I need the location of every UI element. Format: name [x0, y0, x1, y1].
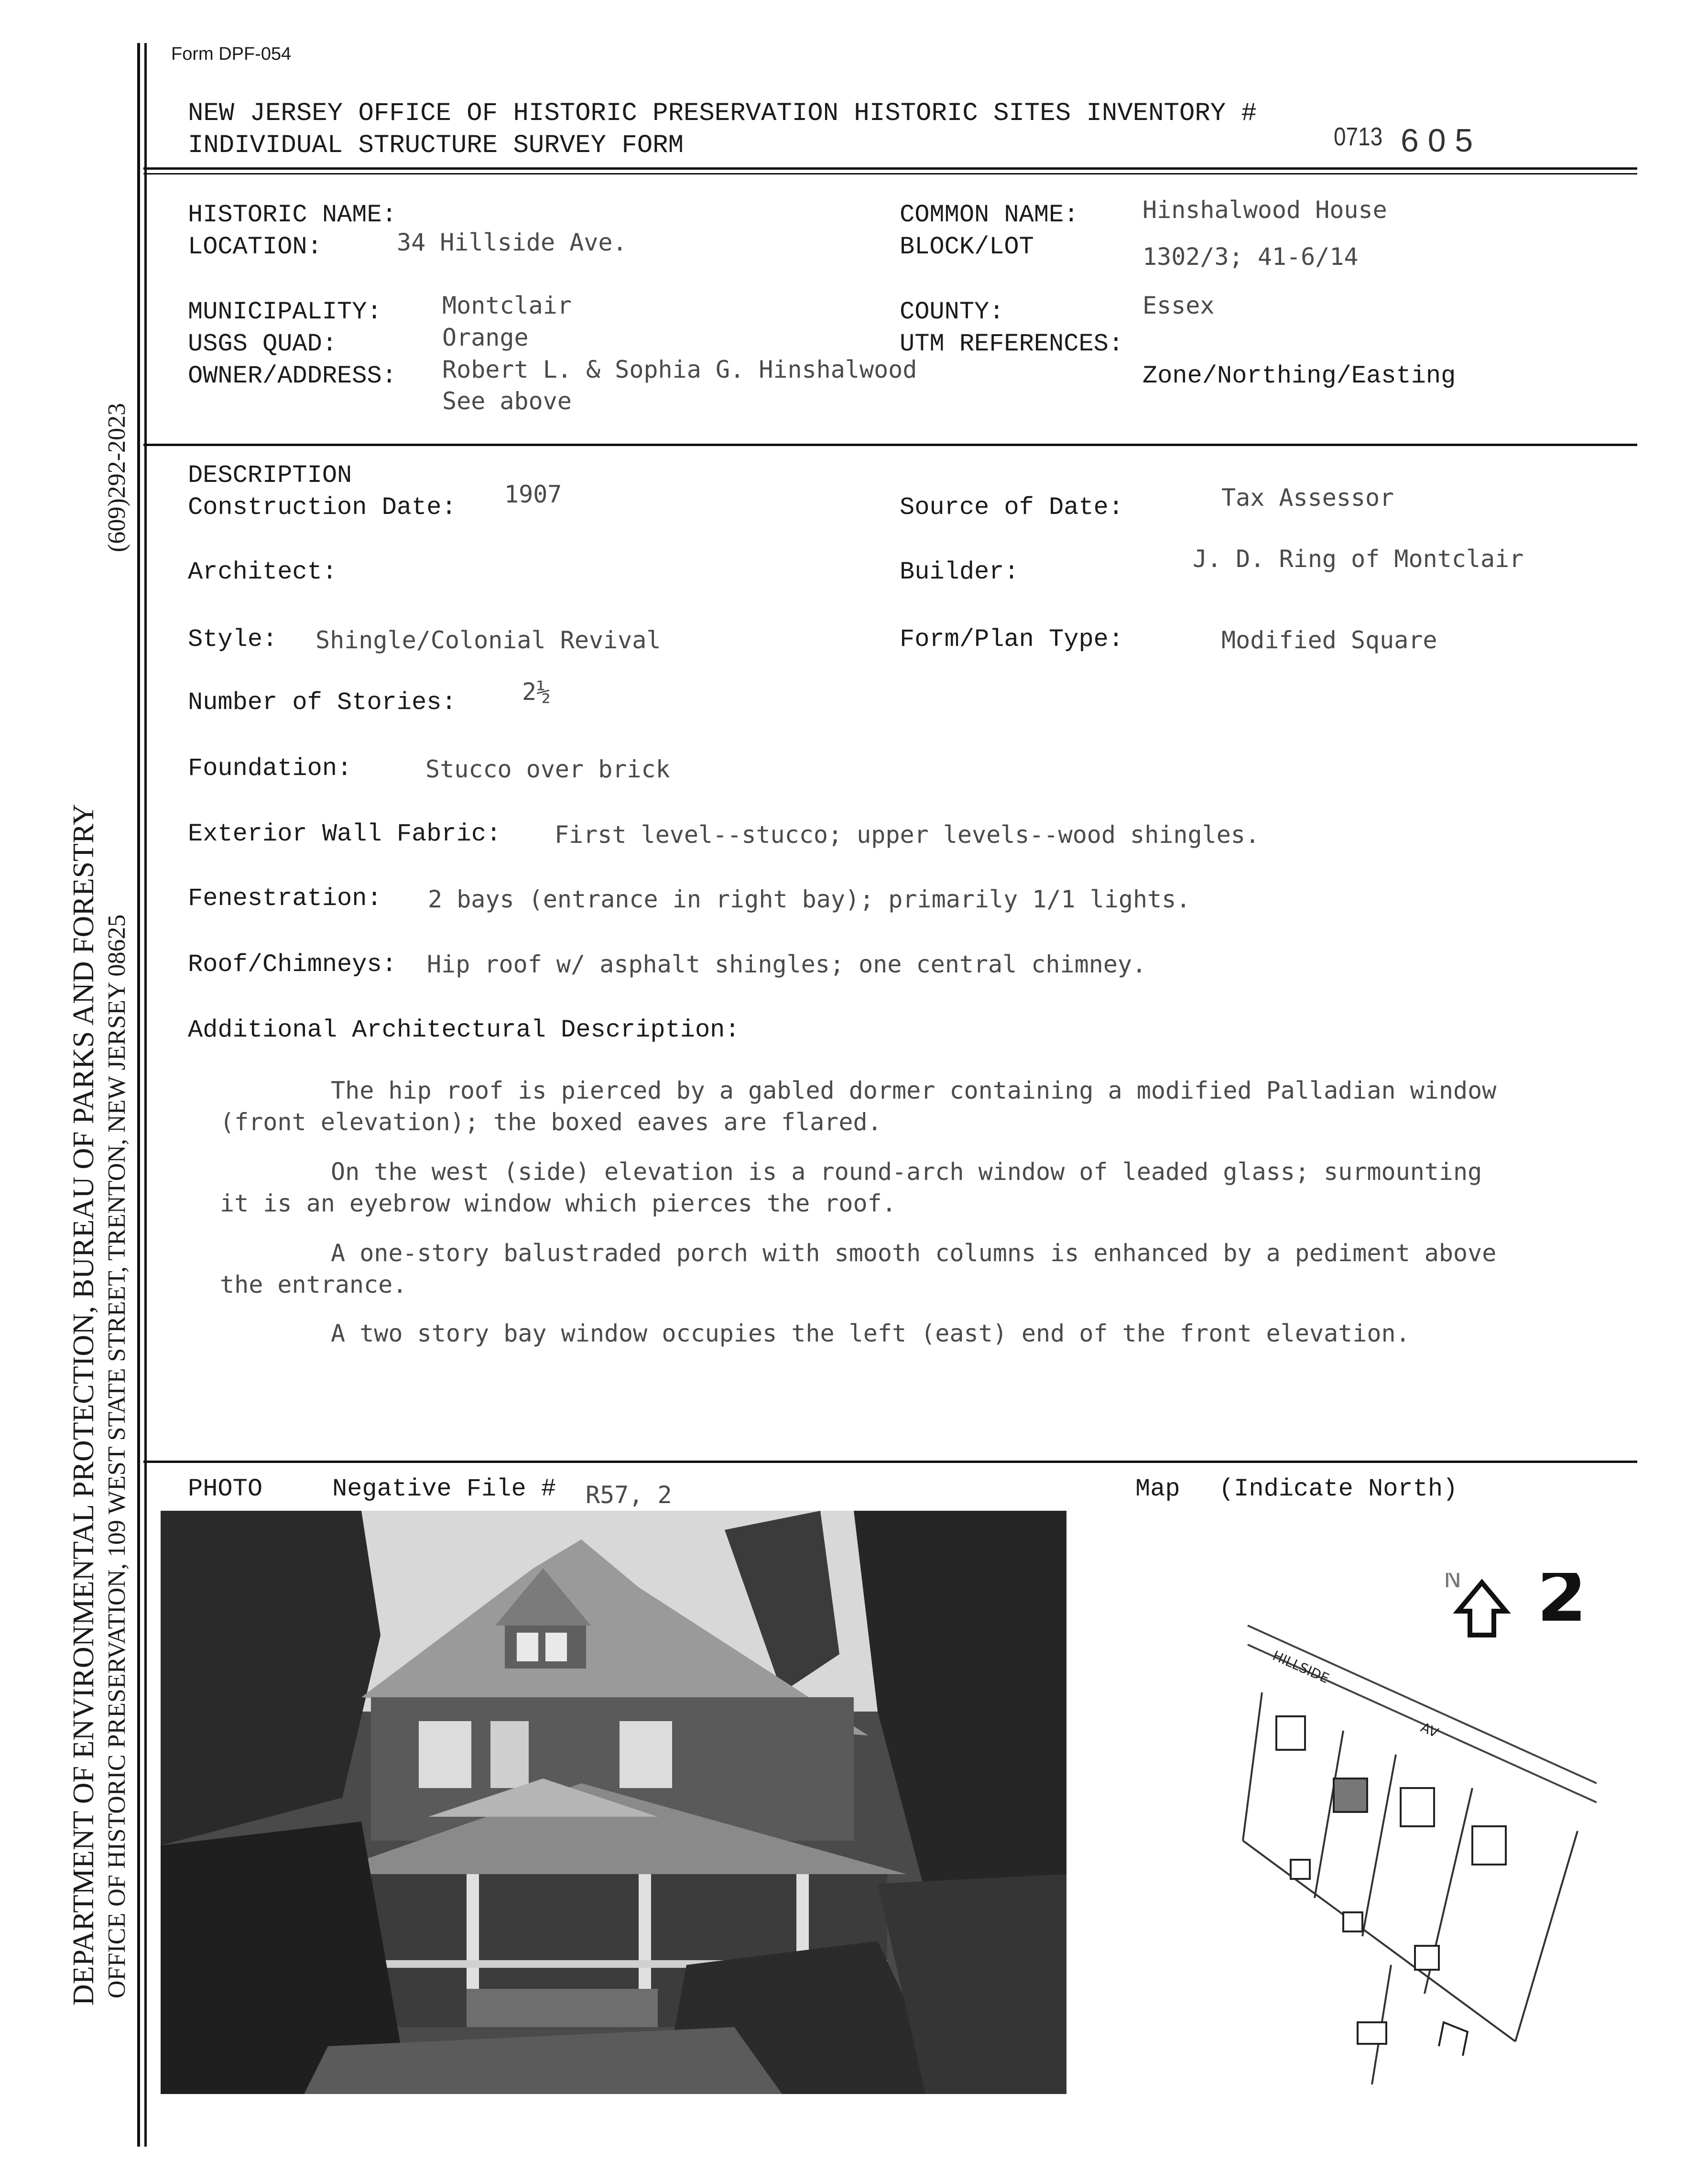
foundation-label: Foundation:: [188, 754, 352, 783]
location-value: 34 Hillside Ave.: [397, 229, 627, 256]
north-letter: N: [1444, 1573, 1462, 1593]
common-name-label: COMMON NAME:: [900, 201, 1079, 229]
builder-value: J. D. Ring of Montclair: [1193, 545, 1524, 573]
construction-date-label: Construction Date:: [188, 493, 457, 522]
exterior-value: First level--stucco; upper levels--wood shingles.: [555, 821, 1260, 849]
map-street-hillside: HILLSIDE: [1270, 1647, 1332, 1687]
style-value: Shingle/Colonial Revival: [315, 626, 661, 654]
historic-name-label: HISTORIC NAME:: [188, 201, 397, 229]
architect-label: Architect:: [188, 558, 337, 586]
side-office-address: OFFICE OF HISTORIC PRESERVATION, 109 WEST STATE STREET, TRENTON, NEW JERSEY 08625: [103, 914, 131, 1998]
location-label: LOCATION:: [188, 233, 322, 261]
block-lot-label: BLOCK/LOT: [900, 233, 1034, 261]
map-hint: (Indicate North): [1219, 1475, 1458, 1503]
municipality-value: Montclair: [442, 292, 572, 319]
additional-description-label: Additional Architectural Description:: [188, 1016, 740, 1044]
negative-number: R57, 2: [586, 1481, 672, 1509]
municipality-label: MUNICIPALITY:: [188, 298, 382, 326]
description-rule: [143, 1461, 1637, 1463]
identification-rule: [143, 444, 1637, 446]
style-label: Style:: [188, 625, 278, 654]
left-border-line: [137, 43, 140, 2147]
negative-label: Negative File #: [332, 1475, 556, 1503]
header-rule: [143, 167, 1637, 170]
description-paragraph-1: The hip roof is pierced by a gabled dormer containing a modified Palladian window (front elevation); the boxed eaves are flared.: [220, 1077, 1497, 1136]
construction-date-value: 1907: [504, 480, 562, 508]
county-value: Essex: [1142, 292, 1215, 319]
usgs-value: Orange: [442, 324, 529, 351]
photo-label: PHOTO: [188, 1475, 263, 1503]
builder-label: Builder:: [900, 558, 1019, 586]
house-photo-drawing: [161, 1511, 1066, 2094]
owner-value: Robert L. & Sophia G. Hinshalwood: [442, 356, 917, 383]
foundation-value: Stucco over brick: [425, 755, 670, 783]
roof-value: Hip roof w/ asphalt shingles; one central chimney.: [427, 950, 1147, 978]
inventory-number: 6 0 5: [1401, 122, 1473, 159]
location-map-drawing: [1233, 1573, 1597, 2084]
roof-label: Roof/Chimneys:: [188, 950, 397, 979]
utm-label: UTM REFERENCES:: [900, 330, 1124, 358]
usgs-label: USGS QUAD:: [188, 330, 337, 358]
inventory-prefix: 0713: [1334, 122, 1383, 151]
stories-label: Number of Stories:: [188, 688, 457, 717]
fenestration-value: 2 bays (entrance in right bay); primarily 1/1 lights.: [428, 885, 1191, 913]
fenestration-label: Fenestration:: [188, 884, 382, 913]
utm-zone-label: Zone/Northing/Easting: [1142, 362, 1456, 390]
map-sheet-fragment: 2: [1537, 1573, 1587, 1638]
description-heading: DESCRIPTION: [188, 461, 352, 490]
owner-address-value: See above: [442, 387, 572, 415]
owner-label: OWNER/ADDRESS:: [188, 362, 397, 390]
header-line1: NEW JERSEY OFFICE OF HISTORIC PRESERVATION HISTORIC SITES INVENTORY #: [188, 99, 1257, 128]
map-label: Map: [1135, 1475, 1180, 1503]
block-lot-value: 1302/3; 41-6/14: [1142, 243, 1359, 271]
form-plan-label: Form/Plan Type:: [900, 625, 1124, 654]
side-department: DEPARTMENT OF ENVIRONMENTAL PROTECTION, BUREAU OF PARKS AND FORESTRY: [67, 804, 100, 2006]
house-photo: [161, 1511, 1066, 2094]
description-paragraph-4: A two story bay window occupies the left (east) end of the front elevation.: [331, 1320, 1410, 1347]
description-paragraph-3: A one-story balustraded porch with smooth columns is enhanced by a pediment above the entrance.: [220, 1239, 1497, 1298]
county-label: COUNTY:: [900, 298, 1004, 326]
left-border-line-inner: [144, 43, 147, 2147]
north-arrow-icon: [1458, 1582, 1506, 1635]
side-phone: (609)292-2023: [103, 403, 131, 552]
common-name-value: Hinshalwood House: [1142, 196, 1387, 224]
form-plan-value: Modified Square: [1221, 626, 1437, 654]
header-rule-2: [143, 173, 1637, 175]
source-value: Tax Assessor: [1221, 484, 1394, 512]
source-label: Source of Date:: [900, 493, 1124, 522]
header-line2: INDIVIDUAL STRUCTURE SURVEY FORM: [188, 131, 684, 160]
exterior-label: Exterior Wall Fabric:: [188, 820, 501, 848]
location-map: [1233, 1573, 1597, 2084]
description-paragraph-2: On the west (side) elevation is a round-arch window of leaded glass; surmounting it is an eyebrow window which pierces the roof.: [220, 1158, 1482, 1217]
map-street-av: AV: [1418, 1719, 1441, 1741]
form-code: Form DPF-054: [171, 44, 292, 64]
stories-value: 2½: [522, 678, 551, 706]
